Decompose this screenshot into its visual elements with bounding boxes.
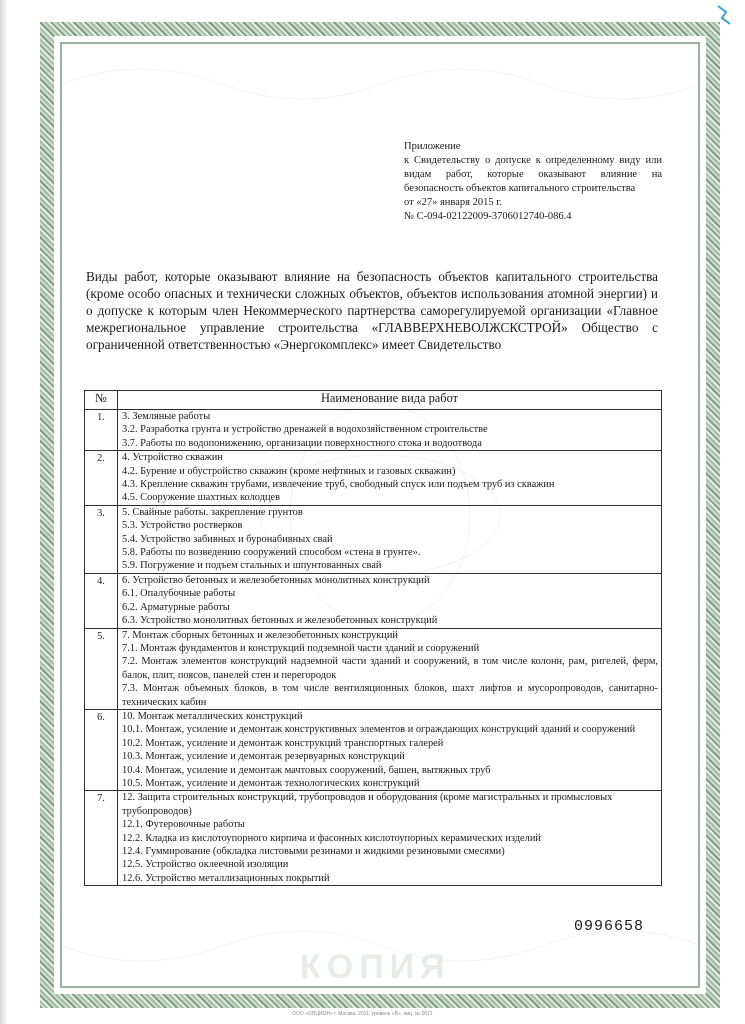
work-item: 3.7. Работы по водопонижению, организации поверхностного стока и водоотвода <box>122 437 482 449</box>
pen-mark-icon <box>716 2 742 32</box>
row-number: 6. <box>85 709 118 790</box>
table-row <box>85 505 662 573</box>
work-types-cell <box>118 573 662 628</box>
column-header-number: № <box>85 391 118 410</box>
work-item: 10.4. Монтаж, усиление и демонтаж мачтовых сооружений, башен, вытяжных труб <box>122 764 491 776</box>
work-types-cell <box>118 709 662 790</box>
work-section-title: 7. Монтаж сборных бетонных и железобетонных конструкций <box>122 629 398 641</box>
work-section-title: 5. Свайные работы. закрепление грунтов <box>122 506 303 518</box>
work-types-cell <box>118 410 662 451</box>
row-number: 1. <box>85 410 118 451</box>
work-item: 6.2. Арматурные работы <box>122 601 230 613</box>
work-item: 5.3. Устройство ростверков <box>122 520 243 532</box>
appendix-reference: к Свидетельству о допуске к определенному виду или видам работ, которые оказывают влияние на безопасность объектов капитального строительства <box>404 155 662 194</box>
certificate-number: № С-094-02122009-3706012740-086.4 <box>404 211 572 222</box>
work-item: 12.4. Гуммирование (обкладка листовыми резинами и жидкими резиновыми смесями) <box>122 846 505 857</box>
work-item: 10.2. Монтаж, усиление и демонтаж конструкций транспортных галерей <box>122 737 444 749</box>
work-item: 7.3. Монтаж объемных блоков, в том числе вентиляционных блоков, шахт лифтов и мусоропроводов, санитарно-технических кабин <box>122 683 658 708</box>
intro-paragraph: Виды работ, которые оказывают влияние на безопасность объектов капитального строительства (кроме особо опасных и технически сложных объектов, объектов использования атомной энергии) и о допуске к которым член Некоммерческого партнерства саморегулируемой организации «Главное межрегиональное управление строительства «ГЛАВВЕРХНЕВОЛЖСКСТРОЙ» Общество с ограниченной ответственностью «Энергокомплекс» имеет Свидетельство <box>86 269 658 352</box>
table-row <box>85 791 662 886</box>
appendix-header <box>404 140 662 224</box>
work-section-title: 12. Защита строительных конструкций, трубопроводов и оборудования (кроме магистральных и промысловых трубопроводов) <box>122 792 613 817</box>
work-types-cell <box>118 505 662 573</box>
work-item: 10.5. Монтаж, усиление и демонтаж технологических конструкций <box>122 777 420 789</box>
work-item: 4.2. Бурение и обустройство скважин (кроме нефтяных и газовых скважин) <box>122 465 456 477</box>
work-item: 6.1. Опалубочные работы <box>122 588 236 600</box>
work-section-title: 6. Устройство бетонных и железобетонных монолитных конструкций <box>122 574 430 586</box>
table-row <box>85 573 662 628</box>
work-item: 4.3. Крепление скважин трубами, извлечение труб, свободный спуск или подъем труб из скважин <box>122 479 555 491</box>
work-item: 7.2. Монтаж элементов конструкций надземной части зданий и сооружений, в том числе колонн, рам, ригелей, ферм, балок, плит, поясов, панелей стен и перегородок <box>122 656 658 681</box>
row-number: 2. <box>85 451 118 506</box>
table-row <box>85 410 662 451</box>
work-item: 12.5. Устройство оклеечной изоляции <box>122 859 289 871</box>
appendix-date: от «27» января 2015 г. <box>404 197 502 208</box>
work-item: 5.4. Устройство забивных и буронабивных свай <box>122 533 333 545</box>
work-item: 7.1. Монтаж фундаментов и конструкций подземной части зданий и сооружений <box>122 642 480 654</box>
work-item: 12.2. Кладка из кислотоупорного кирпича и фасонных кислотоупорных керамических изделий <box>122 832 541 844</box>
copy-watermark: КОПИЯ <box>300 948 451 986</box>
work-section-title: 10. Монтаж металлических конструкций <box>122 710 303 722</box>
work-section-title: 4. Устройство скважин <box>122 452 223 464</box>
works-table <box>84 390 662 886</box>
work-item: 3.2. Разработка грунта и устройство дренажей в водохозяйственном строительстве <box>122 424 488 436</box>
page-binding-edge <box>0 0 8 1024</box>
work-section-title: 3. Земляные работы <box>122 411 211 422</box>
table-row <box>85 628 662 709</box>
work-item: 5.9. Погружение и подъем стальных и шпунтованных свай <box>122 560 382 572</box>
work-types-cell <box>118 628 662 709</box>
row-number: 3. <box>85 505 118 573</box>
serial-number: 0996658 <box>574 918 645 935</box>
work-item: 5.8. Работы по возведению сооружений способом «стена в грунте». <box>122 547 421 559</box>
appendix-title: Приложение <box>404 141 461 152</box>
work-types-cell <box>118 791 662 886</box>
work-item: 10.1. Монтаж, усиление и демонтаж конструктивных элементов и ограждающих конструкций зданий и сооружений <box>122 724 636 736</box>
work-item: 12.6. Устройство металлизационных покрытий <box>122 872 330 884</box>
row-number: 5. <box>85 628 118 709</box>
table-row <box>85 451 662 506</box>
printer-imprint: ООО «ОПЦИОН» г. Москва, 2011, уровень «В», лиц. № 0071 <box>292 1011 433 1017</box>
row-number: 7. <box>85 791 118 886</box>
work-item: 4.5. Сооружение шахтных колодцев <box>122 492 281 504</box>
work-types-cell <box>118 451 662 506</box>
work-item: 10.3. Монтаж, усиление и демонтаж резервуарных конструкций <box>122 751 405 763</box>
work-item: 6.3. Устройство монолитных бетонных и железобетонных конструкций <box>122 615 438 627</box>
column-header-work-type: Наименование вида работ <box>118 391 662 410</box>
works-table-body <box>85 410 662 886</box>
row-number: 4. <box>85 573 118 628</box>
work-item: 12.1. Футеровочные работы <box>122 819 245 831</box>
table-row <box>85 709 662 790</box>
table-header-row <box>85 391 662 410</box>
